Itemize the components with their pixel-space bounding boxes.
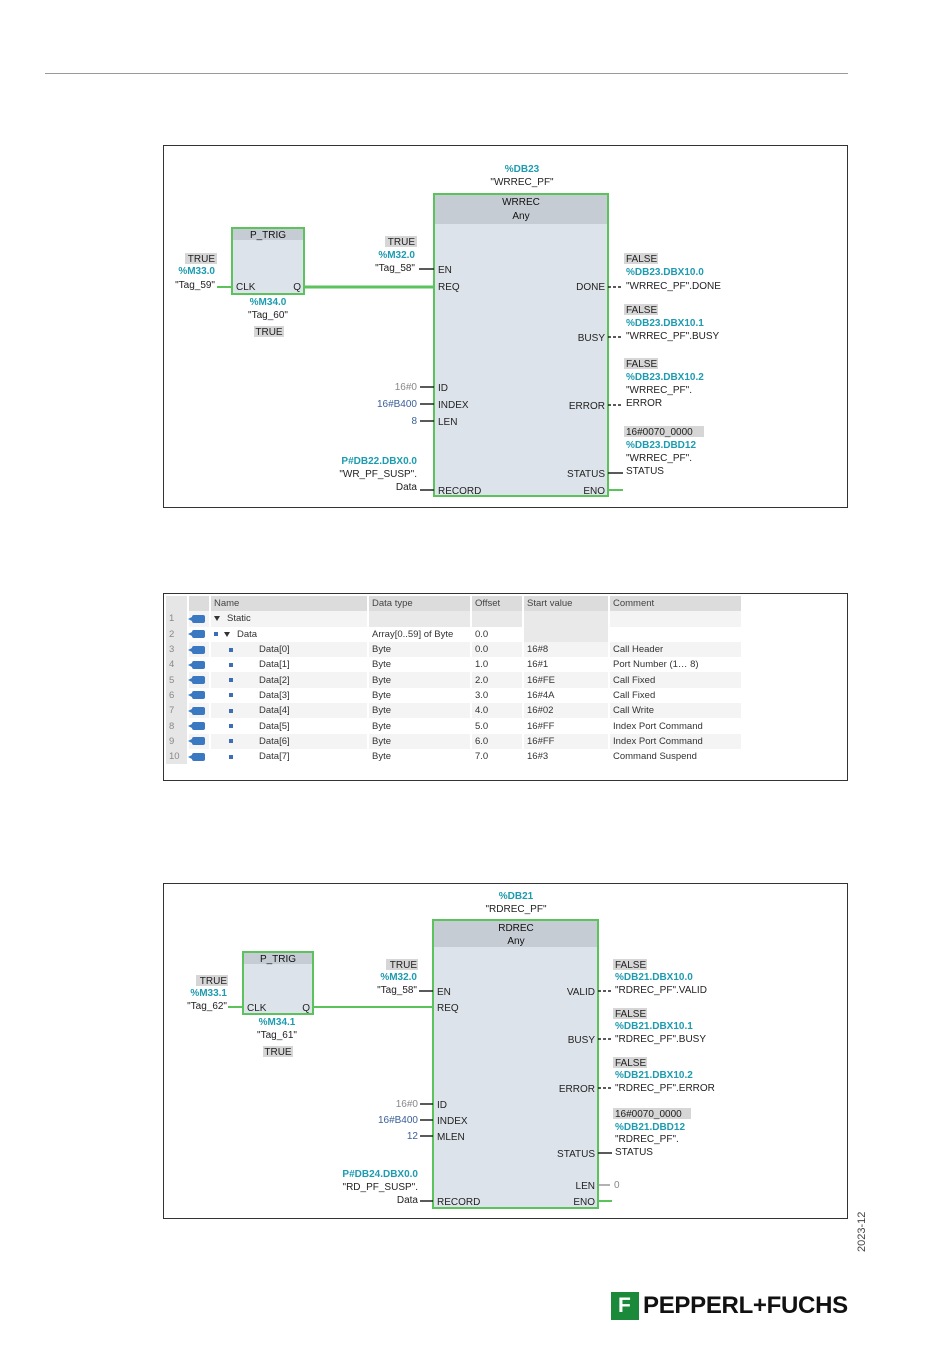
table-header-row [166,596,742,611]
wrrec-status-tag2: STATUS [626,466,664,477]
row-comment: Index Port Command [609,734,742,749]
rdrec-clk-addr: %M33.1 [190,988,227,999]
table-row[interactable] [166,688,742,703]
wrrec-en-state: TRUE [387,237,415,248]
row-name: Data[5] [259,720,290,732]
row-comment: Command Suspend [609,749,742,764]
table-row[interactable] [166,611,742,626]
row-type: Byte [368,718,471,733]
rdrec-busy-addr: %DB21.DBX10.1 [615,1021,693,1032]
row-type: Byte [368,688,471,703]
row-type: Byte [368,657,471,672]
rdrec-pin-mlen: MLEN [437,1132,465,1143]
wrrec-busy-state: FALSE [626,305,658,316]
row-offset: 7.0 [471,749,523,764]
row-start: 16#02 [523,703,609,718]
wrrec-pin-len: LEN [438,417,458,428]
table-row[interactable] [166,627,742,642]
row-num: 4 [166,657,188,672]
row-type: Byte [368,749,471,764]
row-start: 16#FE [523,672,609,687]
rdrec-record-tag2: Data [396,1195,418,1206]
table-header-name: Name [210,596,368,611]
db-var-icon [192,722,205,730]
rdrec-pin-busy: BUSY [567,1035,595,1046]
row-comment [609,627,742,642]
expand-triangle-icon[interactable] [214,616,220,621]
rdrec-block-name: RDREC [498,923,534,934]
member-bullet-icon [229,724,233,728]
wrrec-instance-db: %DB23 [504,164,540,175]
rdrec-busy-state: FALSE [615,1009,647,1020]
row-type: Byte [368,734,471,749]
rdrec-pin-eno: ENO [573,1197,595,1208]
row-comment: Call Header [609,642,742,657]
row-name: Data[3] [259,689,290,701]
rdrec-network-panel [163,883,848,1219]
wrrec-clk-tag: "Tag_59" [175,280,215,291]
rdrec-len-value: 0 [614,1180,620,1191]
row-offset: 6.0 [471,734,523,749]
rdrec-status-tag1: "RDREC_PF". [615,1134,679,1145]
rdrec-pin-id: ID [437,1100,447,1111]
company-logo [611,1290,848,1322]
rdrec-ptrig-q-label: Q [302,1003,310,1014]
member-bullet-icon [229,678,233,682]
row-name: Data[7] [259,751,290,763]
row-comment: Call Fixed [609,688,742,703]
wrrec-pin-id: ID [438,383,448,394]
rdrec-ptrig-name: P_TRIG [259,954,297,965]
wrrec-record-tag1: "WR_PF_SUSP". [339,469,417,480]
row-num: 5 [166,672,188,687]
db-var-icon [192,630,205,638]
rdrec-pin-len: LEN [575,1181,595,1192]
wrrec-pin-done: DONE [576,282,605,293]
wrrec-ptrig-q-label: Q [293,282,301,293]
member-bullet-icon [229,739,233,743]
wrrec-pin-error: ERROR [568,401,605,412]
member-bullet-icon [229,693,233,697]
table-row[interactable] [166,642,742,657]
wrrec-id-value: 16#0 [394,382,417,393]
rdrec-instance-name: "RDREC_PF" [485,904,547,915]
row-num: 7 [166,703,188,718]
rdrec-en-state: TRUE [389,960,417,971]
wrrec-busy-tag: "WRREC_PF".BUSY [626,331,720,342]
wrrec-pin-busy: BUSY [577,333,605,344]
row-start: 16#4A [523,688,609,703]
wrrec-record-tag2: Data [395,482,417,493]
db-var-icon [192,676,205,684]
wrrec-record-addr: P#DB22.DBX0.0 [341,456,417,467]
rdrec-clk-state: TRUE [199,976,227,987]
rdrec-mlen-value: 12 [406,1131,418,1142]
rdrec-block-type: Any [507,936,525,947]
company-logo-text: PEPPERL+FUCHS [643,1292,848,1319]
row-comment: Call Write [609,703,742,718]
row-num: 2 [166,627,188,642]
wrrec-block-type: Any [512,211,530,222]
expand-triangle-icon[interactable] [224,632,230,637]
wrrec-done-state: FALSE [626,254,658,265]
member-bullet-icon [229,648,233,652]
table-row[interactable] [166,734,742,749]
row-offset: 5.0 [471,718,523,733]
row-type: Byte [368,703,471,718]
row-type: Array[0..59] of Byte [368,627,471,642]
rdrec-q-tag: "Tag_61" [257,1030,297,1041]
rdrec-pin-record: RECORD [437,1197,481,1208]
rdrec-q-addr: %M34.1 [258,1017,296,1028]
row-offset [471,611,523,626]
rdrec-status-tag2: STATUS [615,1147,653,1158]
row-comment: Port Number (1… 8) [609,657,742,672]
wrrec-pin-index: INDEX [438,400,469,411]
rdrec-busy-tag: "RDREC_PF".BUSY [615,1034,707,1045]
rdrec-ladder-diagram [164,884,847,1218]
rdrec-q-state: TRUE [264,1047,292,1058]
wrrec-error-state: FALSE [626,359,658,370]
wrrec-clk-addr: %M33.0 [178,266,215,277]
rdrec-ptrig-clk-label: CLK [247,1003,267,1014]
wrrec-pin-eno: ENO [583,486,605,497]
wrrec-pin-status: STATUS [567,469,605,480]
wrrec-done-addr: %DB23.DBX10.0 [626,267,704,278]
table-row[interactable] [166,718,742,733]
row-num: 8 [166,718,188,733]
row-num: 9 [166,734,188,749]
rdrec-status-addr: %DB21.DBD12 [615,1122,686,1133]
wrrec-pin-record: RECORD [438,486,482,497]
rdrec-pin-req: REQ [437,1003,459,1014]
rdrec-record-tag1: "RD_PF_SUSP". [342,1182,418,1193]
row-start: 16#8 [523,642,609,657]
table-row[interactable] [166,672,742,687]
db-var-icon [192,753,205,761]
wrrec-network-panel [163,145,848,508]
row-comment: Call Fixed [609,672,742,687]
rdrec-valid-addr: %DB21.DBX10.0 [615,972,693,983]
row-name: Data[6] [259,735,290,747]
row-type: Byte [368,642,471,657]
data-block-table [166,596,743,764]
db-var-icon [192,691,205,699]
wrrec-pin-req: REQ [438,282,460,293]
wrrec-error-tag2: ERROR [626,398,663,409]
wrrec-ptrig-name: P_TRIG [249,230,287,241]
rdrec-pin-error: ERROR [558,1084,595,1095]
row-offset: 1.0 [471,657,523,672]
rdrec-error-addr: %DB21.DBX10.2 [615,1070,693,1081]
rdrec-clk-tag: "Tag_62" [187,1001,227,1012]
row-start: 16#3 [523,749,609,764]
member-bullet-icon [229,663,233,667]
header-rule [45,73,848,74]
rdrec-id-value: 16#0 [395,1099,418,1110]
row-name: Data[1] [259,659,290,671]
row-offset: 2.0 [471,672,523,687]
row-offset: 4.0 [471,703,523,718]
wrrec-status-addr: %DB23.DBD12 [626,440,697,451]
table-row[interactable] [166,749,742,764]
wrrec-status-state: 16#0070_0000 [626,427,693,438]
wrrec-clk-state: TRUE [187,254,215,265]
row-num: 10 [166,749,188,764]
table-row[interactable] [166,703,742,718]
table-header-start: Start value [523,596,609,611]
row-type: Byte [368,672,471,687]
wrrec-q-state: TRUE [255,327,283,338]
row-name: Data [237,628,258,640]
wrrec-en-addr: %M32.0 [378,250,415,261]
wrrec-en-tag: "Tag_58" [375,263,415,274]
rdrec-pin-valid: VALID [566,987,595,998]
wrrec-block-name: WRREC [502,197,540,208]
rdrec-pin-index: INDEX [437,1116,468,1127]
wrrec-done-tag: "WRREC_PF".DONE [626,281,721,292]
table-header-offset: Offset [471,596,523,611]
member-bullet-icon [229,709,233,713]
table-header-icon [188,596,210,611]
table-header-comment: Comment [609,596,742,611]
rdrec-index-value: 16#B400 [377,1115,418,1126]
wrrec-index-value: 16#B400 [376,399,417,410]
table-header-type: Data type [368,596,471,611]
db-var-icon [192,737,205,745]
rdrec-record-addr: P#DB24.DBX0.0 [342,1169,418,1180]
wrrec-ptrig-clk-label: CLK [236,282,256,293]
row-num: 3 [166,642,188,657]
wrrec-error-tag1: "WRREC_PF". [626,385,692,396]
db-var-icon [192,646,205,654]
row-comment: Index Port Command [609,718,742,733]
row-start: 16#1 [523,657,609,672]
row-comment [609,611,742,626]
row-start [523,611,609,626]
row-offset: 0.0 [471,642,523,657]
rdrec-error-tag: "RDREC_PF".ERROR [615,1083,715,1094]
rdrec-error-state: FALSE [615,1058,647,1069]
table-header-num [166,596,188,611]
wrrec-block[interactable] [434,194,608,496]
row-offset: 0.0 [471,627,523,642]
wrrec-instance-name: "WRREC_PF" [490,177,554,188]
rdrec-status-state: 16#0070_0000 [615,1109,682,1120]
row-name: Data[0] [259,644,290,656]
revision-date-text: 2023-12 [856,1211,868,1252]
db-var-icon [192,615,205,623]
rdrec-valid-tag: "RDREC_PF".VALID [615,985,707,996]
row-name: Data[4] [259,705,290,717]
member-bullet-icon [214,632,218,636]
wrrec-q-tag: "Tag_60" [248,310,288,321]
row-type [368,611,471,626]
rdrec-en-tag: "Tag_58" [377,985,417,996]
row-name: Data[2] [259,674,290,686]
wrrec-status-tag1: "WRREC_PF". [626,453,692,464]
row-start: 16#FF [523,734,609,749]
row-start [523,627,609,642]
row-name: Static [227,613,251,625]
wrrec-q-addr: %M34.0 [249,297,287,308]
row-offset: 3.0 [471,688,523,703]
rdrec-block[interactable] [433,920,598,1208]
row-start: 16#FF [523,718,609,733]
rdrec-pin-en: EN [437,987,451,998]
row-num: 6 [166,688,188,703]
wrrec-busy-addr: %DB23.DBX10.1 [626,318,704,329]
db-var-icon [192,661,205,669]
wrrec-pin-en: EN [438,265,452,276]
rdrec-en-addr: %M32.0 [380,972,417,983]
wrrec-len-value: 8 [411,416,417,427]
wrrec-ladder-diagram [164,146,847,507]
rdrec-instance-db: %DB21 [498,891,534,902]
revision-date [852,1206,872,1256]
pf-logo-icon [611,1292,639,1320]
wrrec-error-addr: %DB23.DBX10.2 [626,372,704,383]
db-var-icon [192,707,205,715]
rdrec-pin-status: STATUS [557,1149,595,1160]
row-num: 1 [166,611,188,626]
table-row[interactable] [166,657,742,672]
member-bullet-icon [229,755,233,759]
rdrec-valid-state: FALSE [615,960,647,971]
